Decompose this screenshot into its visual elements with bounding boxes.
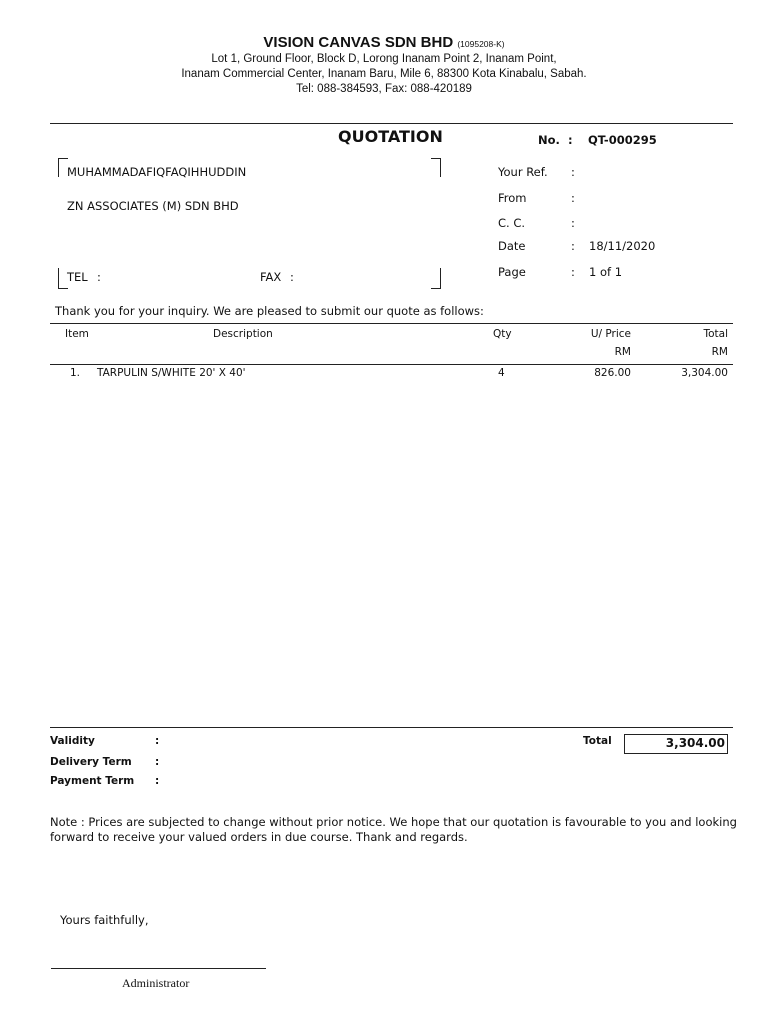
customer-tel-colon: : (97, 270, 101, 284)
term-label-delivery: Delivery Term (50, 756, 132, 768)
company-address-1: Lot 1, Ground Floor, Block D, Lorong Inanam Point 2, Inanam Point, (211, 53, 557, 65)
meta-label-date: Date (498, 239, 526, 253)
meta-colon: : (571, 165, 575, 179)
meta-colon: : (571, 191, 575, 205)
customer-tel-label: TEL (67, 270, 88, 284)
col-header-total-currency: RM (711, 346, 728, 358)
company-contact: Tel: 088-384593, Fax: 088-420189 (296, 83, 472, 95)
term-colon: : (155, 756, 160, 768)
meta-label-page: Page (498, 265, 526, 279)
row-description: TARPULIN S/WHITE 20' X 40' (97, 367, 246, 379)
company-name: VISION CANVAS SDN BHD (263, 34, 454, 51)
customer-fax-label: FAX (260, 270, 282, 284)
col-header-unit-price: U/ Price (590, 328, 631, 340)
address-box-bottom-right (431, 268, 441, 289)
row-item-no: 1. (70, 367, 81, 379)
col-header-unit-price-currency: RM (614, 346, 631, 358)
doc-no-colon: : (568, 133, 573, 147)
meta-colon: : (571, 239, 575, 253)
total-label: Total (583, 735, 612, 747)
total-value: 3,304.00 (665, 736, 725, 750)
row-unit-price: 826.00 (594, 367, 631, 379)
intro-text: Thank you for your inquiry. We are pleased to submit our quote as follows: (55, 304, 484, 318)
col-header-item: Item (65, 328, 89, 340)
meta-label-your-ref: Your Ref. (498, 165, 548, 179)
meta-label-cc: C. C. (498, 216, 526, 230)
customer-name: MUHAMMADAFIQFAQIHHUDDIN (67, 165, 247, 179)
closing-text: Yours faithfully, (60, 913, 149, 927)
term-colon: : (155, 735, 160, 747)
customer-company: ZN ASSOCIATES (M) SDN BHD (67, 199, 239, 213)
row-total: 3,304.00 (681, 367, 728, 379)
doc-no-value: QT-000295 (588, 133, 657, 147)
address-box-top-right (431, 158, 441, 177)
col-header-description: Description (213, 328, 273, 340)
note-line-2: forward to receive your valued orders in due course. Thank and regards. (50, 830, 468, 844)
col-header-total: Total (703, 328, 728, 340)
footer-divider (50, 727, 733, 728)
term-colon: : (155, 775, 160, 787)
table-header-rule (50, 364, 733, 365)
note-line-1: Note : Prices are subjected to change without prior notice. We hope that our quotation is favourable to you and looking (50, 815, 737, 829)
meta-label-from: From (498, 191, 527, 205)
customer-fax-colon: : (290, 270, 294, 284)
company-reg-no: (1095208-K) (457, 39, 505, 49)
meta-colon: : (571, 265, 575, 279)
signature-line (51, 968, 266, 969)
meta-colon: : (571, 216, 575, 230)
doc-title: QUOTATION (338, 127, 443, 146)
meta-value-page: 1 of 1 (589, 265, 623, 279)
company-name-line (0, 34, 768, 51)
term-label-validity: Validity (50, 735, 95, 747)
header-divider (50, 123, 733, 124)
meta-value-date: 18/11/2020 (589, 239, 656, 253)
doc-no-label: No. (538, 133, 560, 147)
term-label-payment: Payment Term (50, 775, 135, 787)
row-qty: 4 (498, 367, 505, 379)
col-header-qty: Qty (493, 328, 512, 340)
signatory-title: Administrator (122, 976, 190, 990)
table-top-rule (50, 323, 733, 324)
company-address-2: Inanam Commercial Center, Inanam Baru, Mile 6, 88300 Kota Kinabalu, Sabah. (181, 68, 587, 80)
